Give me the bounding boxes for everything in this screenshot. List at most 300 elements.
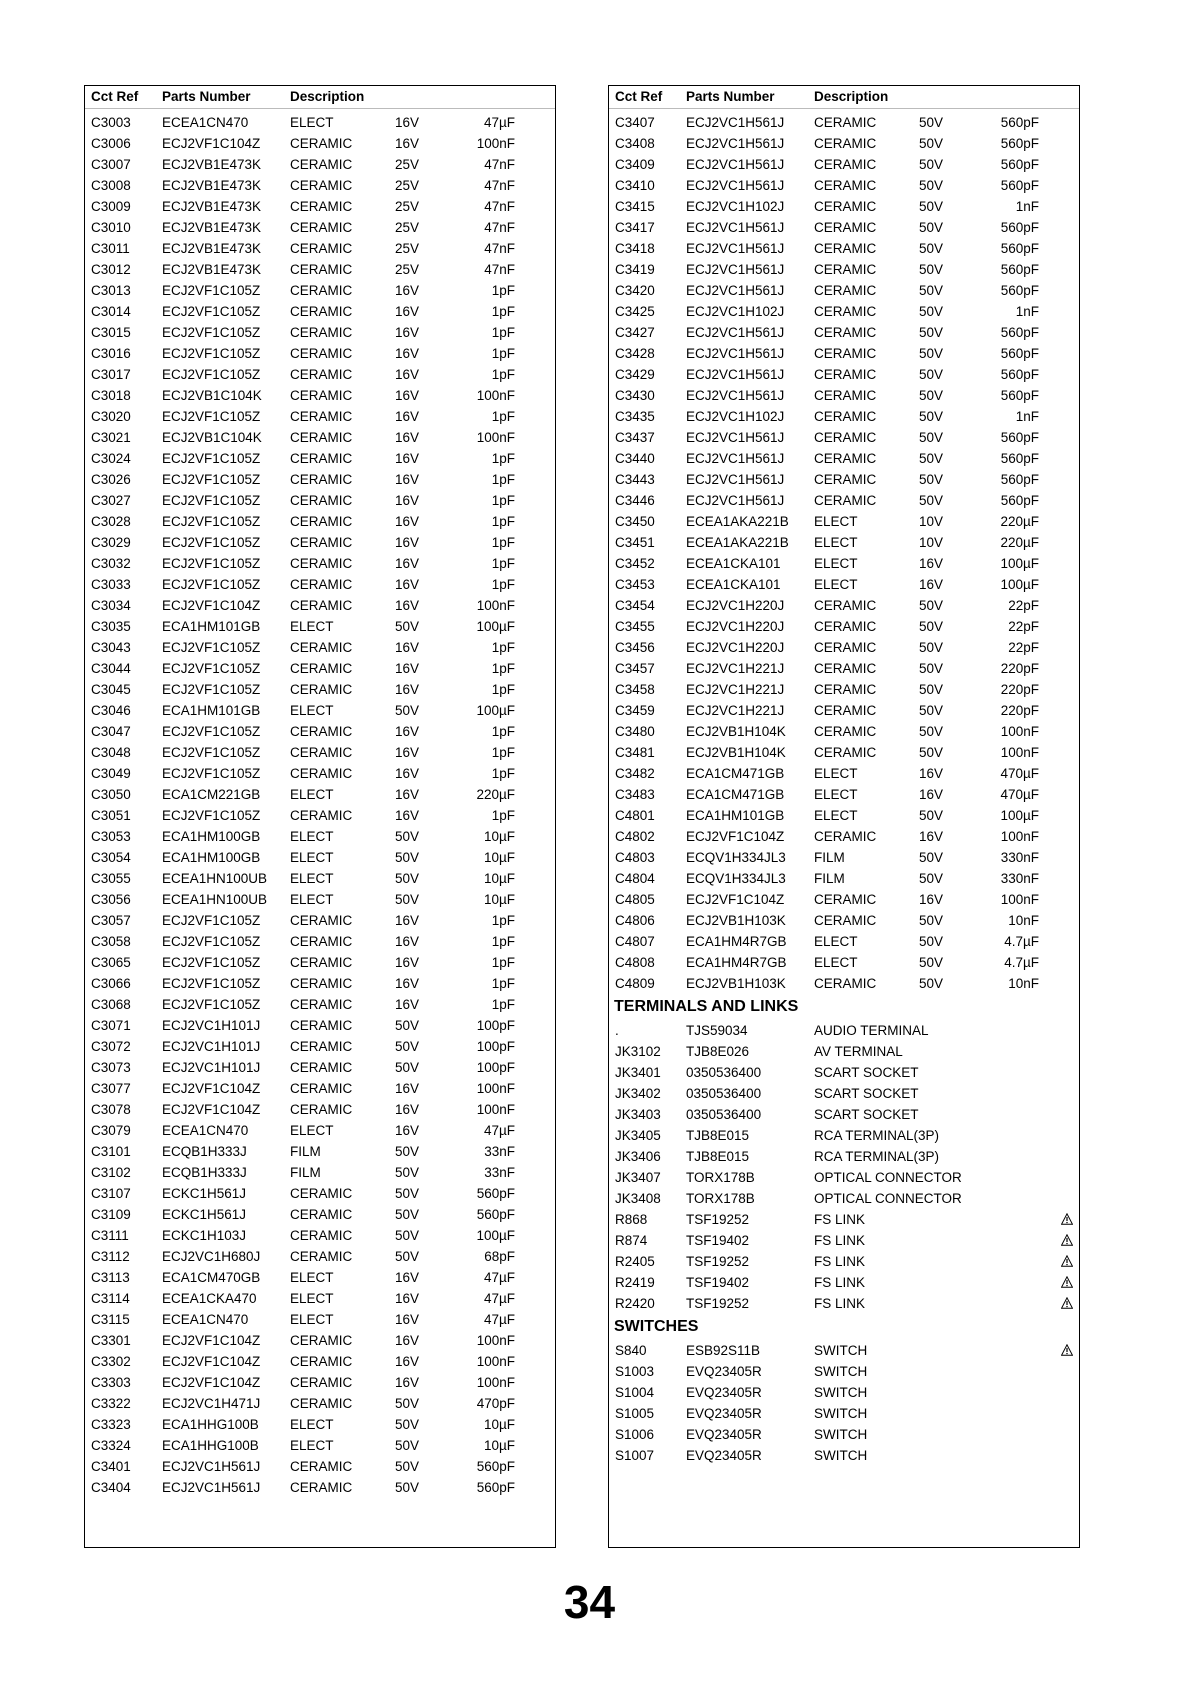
value: 22pF [1008,598,1039,613]
description: ELECT [290,1123,334,1138]
table-row [85,196,555,217]
table-row [85,910,555,931]
table-row [609,1020,1079,1041]
header-cct-ref: Cct Ref [91,89,139,104]
parts-number: TSF19252 [686,1212,750,1227]
table-row [85,343,555,364]
voltage: 16V [395,493,420,508]
value: 560pF [1000,157,1039,172]
voltage: 16V [395,304,420,319]
cct-ref: R2420 [615,1296,655,1311]
description: CERAMIC [814,304,877,319]
table-row [609,637,1079,658]
voltage: 16V [395,346,420,361]
header-description: Description [290,89,365,104]
cct-ref: C3071 [91,1018,131,1033]
voltage: 16V [395,955,420,970]
description: ELECT [814,556,858,571]
value: 1pF [491,808,515,823]
table-row [85,406,555,427]
description: FS LINK [814,1212,866,1227]
table-row [609,868,1079,889]
parts-number: ECJ2VF1C105Z [162,955,261,970]
value: 560pF [476,1207,515,1222]
parts-number: EVQ23405R [686,1448,762,1463]
parts-number: ECQV1H334JL3 [686,871,786,886]
parts-number: ECJ2VB1C104K [162,388,262,403]
voltage: 50V [395,1039,420,1054]
table-row [85,364,555,385]
value: 100nF [476,598,515,613]
value: 1pF [491,514,515,529]
value: 10nF [1008,976,1039,991]
table-row [609,364,1079,385]
warning-triangle-icon [1061,1209,1073,1225]
value: 1nF [1015,304,1039,319]
voltage: 16V [395,325,420,340]
table-row [85,1246,555,1267]
parts-number: ECJ2VF1C105Z [162,976,261,991]
parts-number: ECJ2VB1H103K [686,976,786,991]
table-row [609,1188,1079,1209]
table-row [85,1351,555,1372]
description: CERAMIC [290,220,353,235]
table-row [609,574,1079,595]
description: CERAMIC [814,724,877,739]
cct-ref: C3458 [615,682,655,697]
table-row [85,448,555,469]
cct-ref: C3046 [91,703,131,718]
description: SWITCH [814,1385,868,1400]
value: 1pF [491,577,515,592]
table-row [609,1125,1079,1146]
value: 560pF [476,1480,515,1495]
description: CERAMIC [290,556,353,571]
description: CERAMIC [290,640,353,655]
cct-ref: C3114 [91,1291,130,1306]
table-row [609,721,1079,742]
value: 560pF [476,1186,515,1201]
cct-ref: C3065 [91,955,131,970]
table-row [85,1015,555,1036]
description: CERAMIC [814,157,877,172]
description: CERAMIC [290,1354,353,1369]
cct-ref: C3051 [91,808,131,823]
cct-ref: JK3407 [615,1170,661,1185]
table-row [85,1078,555,1099]
description: ELECT [290,703,334,718]
description: CERAMIC [290,157,353,172]
voltage: 50V [919,850,944,865]
cct-ref: C3443 [615,472,655,487]
parts-number: ECEA1CKA101 [686,577,781,592]
cct-ref: C3451 [615,535,655,550]
description: CERAMIC [814,619,877,634]
parts-number: ECJ2VB1H104K [686,745,786,760]
cct-ref: C3066 [91,976,131,991]
parts-number: ECJ2VC1H220J [686,619,785,634]
value: 47µF [483,1270,515,1285]
description: CERAMIC [814,829,877,844]
description: CERAMIC [290,808,353,823]
parts-number: ECJ2VF1C105Z [162,640,261,655]
voltage: 16V [395,661,420,676]
value: 560pF [1000,115,1039,130]
voltage: 16V [395,1102,420,1117]
table-row [609,280,1079,301]
value: 10nF [1008,913,1039,928]
cct-ref: C3003 [91,115,131,130]
table-row [609,931,1079,952]
description: ELECT [290,619,334,634]
cct-ref: C3410 [615,178,655,193]
value: 1pF [491,766,515,781]
table-row [609,1403,1079,1424]
description: ELECT [814,934,858,949]
description: CERAMIC [814,430,877,445]
description: AUDIO TERMINAL [814,1023,929,1038]
voltage: 50V [919,115,944,130]
voltage: 16V [395,115,420,130]
cct-ref: S1005 [615,1406,655,1421]
cct-ref: S840 [615,1343,647,1358]
description: RCA TERMINAL(3P) [814,1128,940,1143]
cct-ref: C3056 [91,892,131,907]
parts-number: ECA1HHG100B [162,1438,259,1453]
table-row [609,238,1079,259]
value: 1pF [491,640,515,655]
parts-number: ECEA1CKA470 [162,1291,257,1306]
description: ELECT [814,955,858,970]
parts-number: ECJ2VF1C105Z [162,409,261,424]
parts-number: ECJ2VF1C105Z [162,724,261,739]
description: CERAMIC [290,199,353,214]
table-row [609,889,1079,910]
value: 470µF [1000,787,1039,802]
voltage: 50V [395,1438,420,1453]
parts-number: ECEA1HN100UB [162,892,268,907]
table-row [85,595,555,616]
voltage: 16V [395,913,420,928]
value: 10µF [483,1417,515,1432]
parts-number: ECJ2VC1H101J [162,1039,261,1054]
parts-number: TJB8E015 [686,1128,750,1143]
parts-number: ECJ2VB1E473K [162,262,262,277]
terminals-section-title: TERMINALS AND LINKS [614,998,799,1015]
parts-number: ECJ2VC1H221J [686,703,785,718]
value: 220µF [1000,535,1039,550]
parts-number: ECJ2VF1C105Z [162,514,261,529]
description: CERAMIC [814,283,877,298]
cct-ref: C3407 [615,115,655,130]
value: 560pF [1000,262,1039,277]
parts-number: ECKC1H561J [162,1207,247,1222]
value: 100nF [476,1354,515,1369]
value: 100nF [1000,829,1039,844]
capacitor-rows [609,112,1079,994]
table-row [85,658,555,679]
cct-ref: C3034 [91,598,131,613]
voltage: 50V [919,367,944,382]
value: 100nF [1000,745,1039,760]
description: CERAMIC [814,409,877,424]
table-row [85,616,555,637]
voltage: 50V [395,1144,420,1159]
parts-number: ECJ2VF1C105Z [162,745,261,760]
value: 100µF [1000,577,1039,592]
cct-ref: C3101 [91,1144,131,1159]
cct-ref: C3068 [91,997,131,1012]
value: 1pF [491,976,515,991]
switch-rows [609,1340,1079,1466]
table-row [609,1083,1079,1104]
description: CERAMIC [290,1228,353,1243]
parts-number: ECEA1AKA221B [686,514,789,529]
table-row [85,700,555,721]
description: CERAMIC [814,388,877,403]
description: CERAMIC [814,472,877,487]
description: CERAMIC [290,724,353,739]
cct-ref: C3408 [615,136,655,151]
table-row [85,1393,555,1414]
voltage: 16V [395,787,420,802]
table-row [85,952,555,973]
description: CERAMIC [814,745,877,760]
value: 10µF [483,871,515,886]
table-row [609,1104,1079,1125]
cct-ref: C3435 [615,409,655,424]
cct-ref: C3048 [91,745,131,760]
value: 100µF [476,703,515,718]
description: CERAMIC [814,346,877,361]
left-parts-table [84,85,556,1548]
parts-number: ECA1HM100GB [162,850,261,865]
cct-ref: C3417 [615,220,655,235]
parts-number: ECKC1H103J [162,1228,247,1243]
voltage: 50V [919,388,944,403]
cct-ref: C3301 [91,1333,131,1348]
table-row [609,616,1079,637]
description: SCART SOCKET [814,1065,919,1080]
description: ELECT [290,115,334,130]
table-row [85,175,555,196]
voltage: 16V [395,1291,420,1306]
description: CERAMIC [290,598,353,613]
table-row [85,1267,555,1288]
description: SCART SOCKET [814,1107,919,1122]
cct-ref: . [615,1023,619,1038]
description: FILM [290,1165,321,1180]
value: 100nF [476,388,515,403]
value: 1pF [491,535,515,550]
parts-number: ECJ2VC1H561J [686,262,785,277]
value: 1pF [491,472,515,487]
table-row [85,847,555,868]
cct-ref: JK3406 [615,1149,661,1164]
terminal-rows [609,1020,1079,1314]
table-row [85,280,555,301]
cct-ref: C3053 [91,829,131,844]
cct-ref: C3419 [615,262,655,277]
cct-ref: C3427 [615,325,655,340]
parts-number: ECJ2VC1H561J [686,325,785,340]
value: 560pF [1000,220,1039,235]
right-table-body [609,109,1079,1466]
parts-number: ECJ2VF1C104Z [686,829,785,844]
voltage: 50V [919,346,944,361]
cct-ref: C3045 [91,682,131,697]
cct-ref: C3324 [91,1438,131,1453]
value: 1pF [491,682,515,697]
value: 1pF [491,493,515,508]
value: 47nF [484,157,515,172]
table-row [609,1293,1079,1314]
value: 560pF [1000,472,1039,487]
header-parts-number: Parts Number [162,89,251,104]
value: 220µF [476,787,515,802]
table-row [609,217,1079,238]
parts-number: ECA1HM4R7GB [686,955,787,970]
description: CERAMIC [290,1249,353,1264]
description: CERAMIC [814,325,877,340]
table-row [85,1141,555,1162]
cct-ref: C3058 [91,934,131,949]
value: 100pF [476,1060,515,1075]
table-row [85,1330,555,1351]
parts-number: ECJ2VC1H221J [686,682,785,697]
table-row [609,1340,1079,1361]
parts-number: TJS59034 [686,1023,748,1038]
description: ELECT [290,1438,334,1453]
parts-number: ECJ2VF1C104Z [162,1102,261,1117]
description: CERAMIC [290,304,353,319]
cct-ref: C3015 [91,325,131,340]
cct-ref: C3481 [615,745,655,760]
table-row [609,1445,1079,1466]
voltage: 25V [395,199,420,214]
voltage: 50V [395,1417,420,1432]
table-row [609,112,1079,133]
description: OPTICAL CONNECTOR [814,1170,962,1185]
value: 1pF [491,556,515,571]
voltage: 16V [395,1312,420,1327]
cct-ref: C3323 [91,1417,131,1432]
voltage: 16V [919,766,944,781]
voltage: 50V [395,871,420,886]
parts-number: EVQ23405R [686,1364,762,1379]
value: 1pF [491,997,515,1012]
cct-ref: C3322 [91,1396,131,1411]
value: 4.7µF [1004,934,1039,949]
parts-number: EVQ23405R [686,1406,762,1421]
parts-number: ECKC1H561J [162,1186,247,1201]
cct-ref: C3102 [91,1165,131,1180]
voltage: 50V [919,703,944,718]
value: 100µF [1000,808,1039,823]
description: ELECT [814,787,858,802]
value: 4.7µF [1004,955,1039,970]
cct-ref: C3028 [91,514,131,529]
parts-number: ECJ2VF1C104Z [162,1081,261,1096]
table-row [85,931,555,952]
description: CERAMIC [290,1459,353,1474]
table-row [609,154,1079,175]
value: 100nF [476,1102,515,1117]
cct-ref: C3011 [91,241,130,256]
description: CERAMIC [290,472,353,487]
parts-number: ECJ2VF1C105Z [162,577,261,592]
parts-number: ECJ2VB1E473K [162,241,262,256]
voltage: 50V [919,724,944,739]
table-row [85,322,555,343]
value: 10µF [483,850,515,865]
parts-number: ECA1HM101GB [162,703,261,718]
voltage: 16V [395,451,420,466]
value: 560pF [1000,451,1039,466]
parts-number: ESB92S11B [686,1343,761,1358]
cct-ref: C3044 [91,661,131,676]
table-row [609,259,1079,280]
cct-ref: C3454 [615,598,655,613]
voltage: 50V [919,955,944,970]
description: CERAMIC [814,661,877,676]
description: CERAMIC [290,493,353,508]
value: 1pF [491,661,515,676]
parts-number: ECJ2VF1C105Z [162,346,261,361]
table-row [609,595,1079,616]
parts-number: ECJ2VB1E473K [162,157,262,172]
value: 560pF [1000,283,1039,298]
table-row [85,133,555,154]
voltage: 50V [919,682,944,697]
table-row [85,826,555,847]
voltage: 50V [395,1228,420,1243]
parts-number: ECJ2VC1H561J [686,178,785,193]
parts-number: ECJ2VF1C104Z [162,598,261,613]
cct-ref: C3013 [91,283,131,298]
parts-number: ECJ2VB1E473K [162,199,262,214]
value: 100nF [1000,892,1039,907]
voltage: 50V [919,304,944,319]
value: 1nF [1015,199,1039,214]
warning-triangle-icon [1061,1251,1073,1267]
parts-number: ECJ2VF1C105Z [162,808,261,823]
table-row [609,490,1079,511]
description: CERAMIC [290,661,353,676]
cct-ref: C3079 [91,1123,131,1138]
table-row [609,448,1079,469]
description: CERAMIC [814,178,877,193]
description: CERAMIC [290,535,353,550]
parts-number: EVQ23405R [686,1385,762,1400]
description: ELECT [290,829,334,844]
description: CERAMIC [290,430,353,445]
value: 22pF [1008,619,1039,634]
value: 100µF [476,619,515,634]
value: 10µF [483,829,515,844]
parts-number: ECA1HM100GB [162,829,261,844]
parts-number: ECJ2VF1C105Z [162,325,261,340]
cct-ref: C4808 [615,955,655,970]
voltage: 16V [395,1375,420,1390]
cct-ref: C3429 [615,367,655,382]
cct-ref: C3482 [615,766,655,781]
description: FS LINK [814,1254,866,1269]
description: OPTICAL CONNECTOR [814,1191,962,1206]
table-row [85,994,555,1015]
table-row [85,868,555,889]
description: CERAMIC [290,367,353,382]
